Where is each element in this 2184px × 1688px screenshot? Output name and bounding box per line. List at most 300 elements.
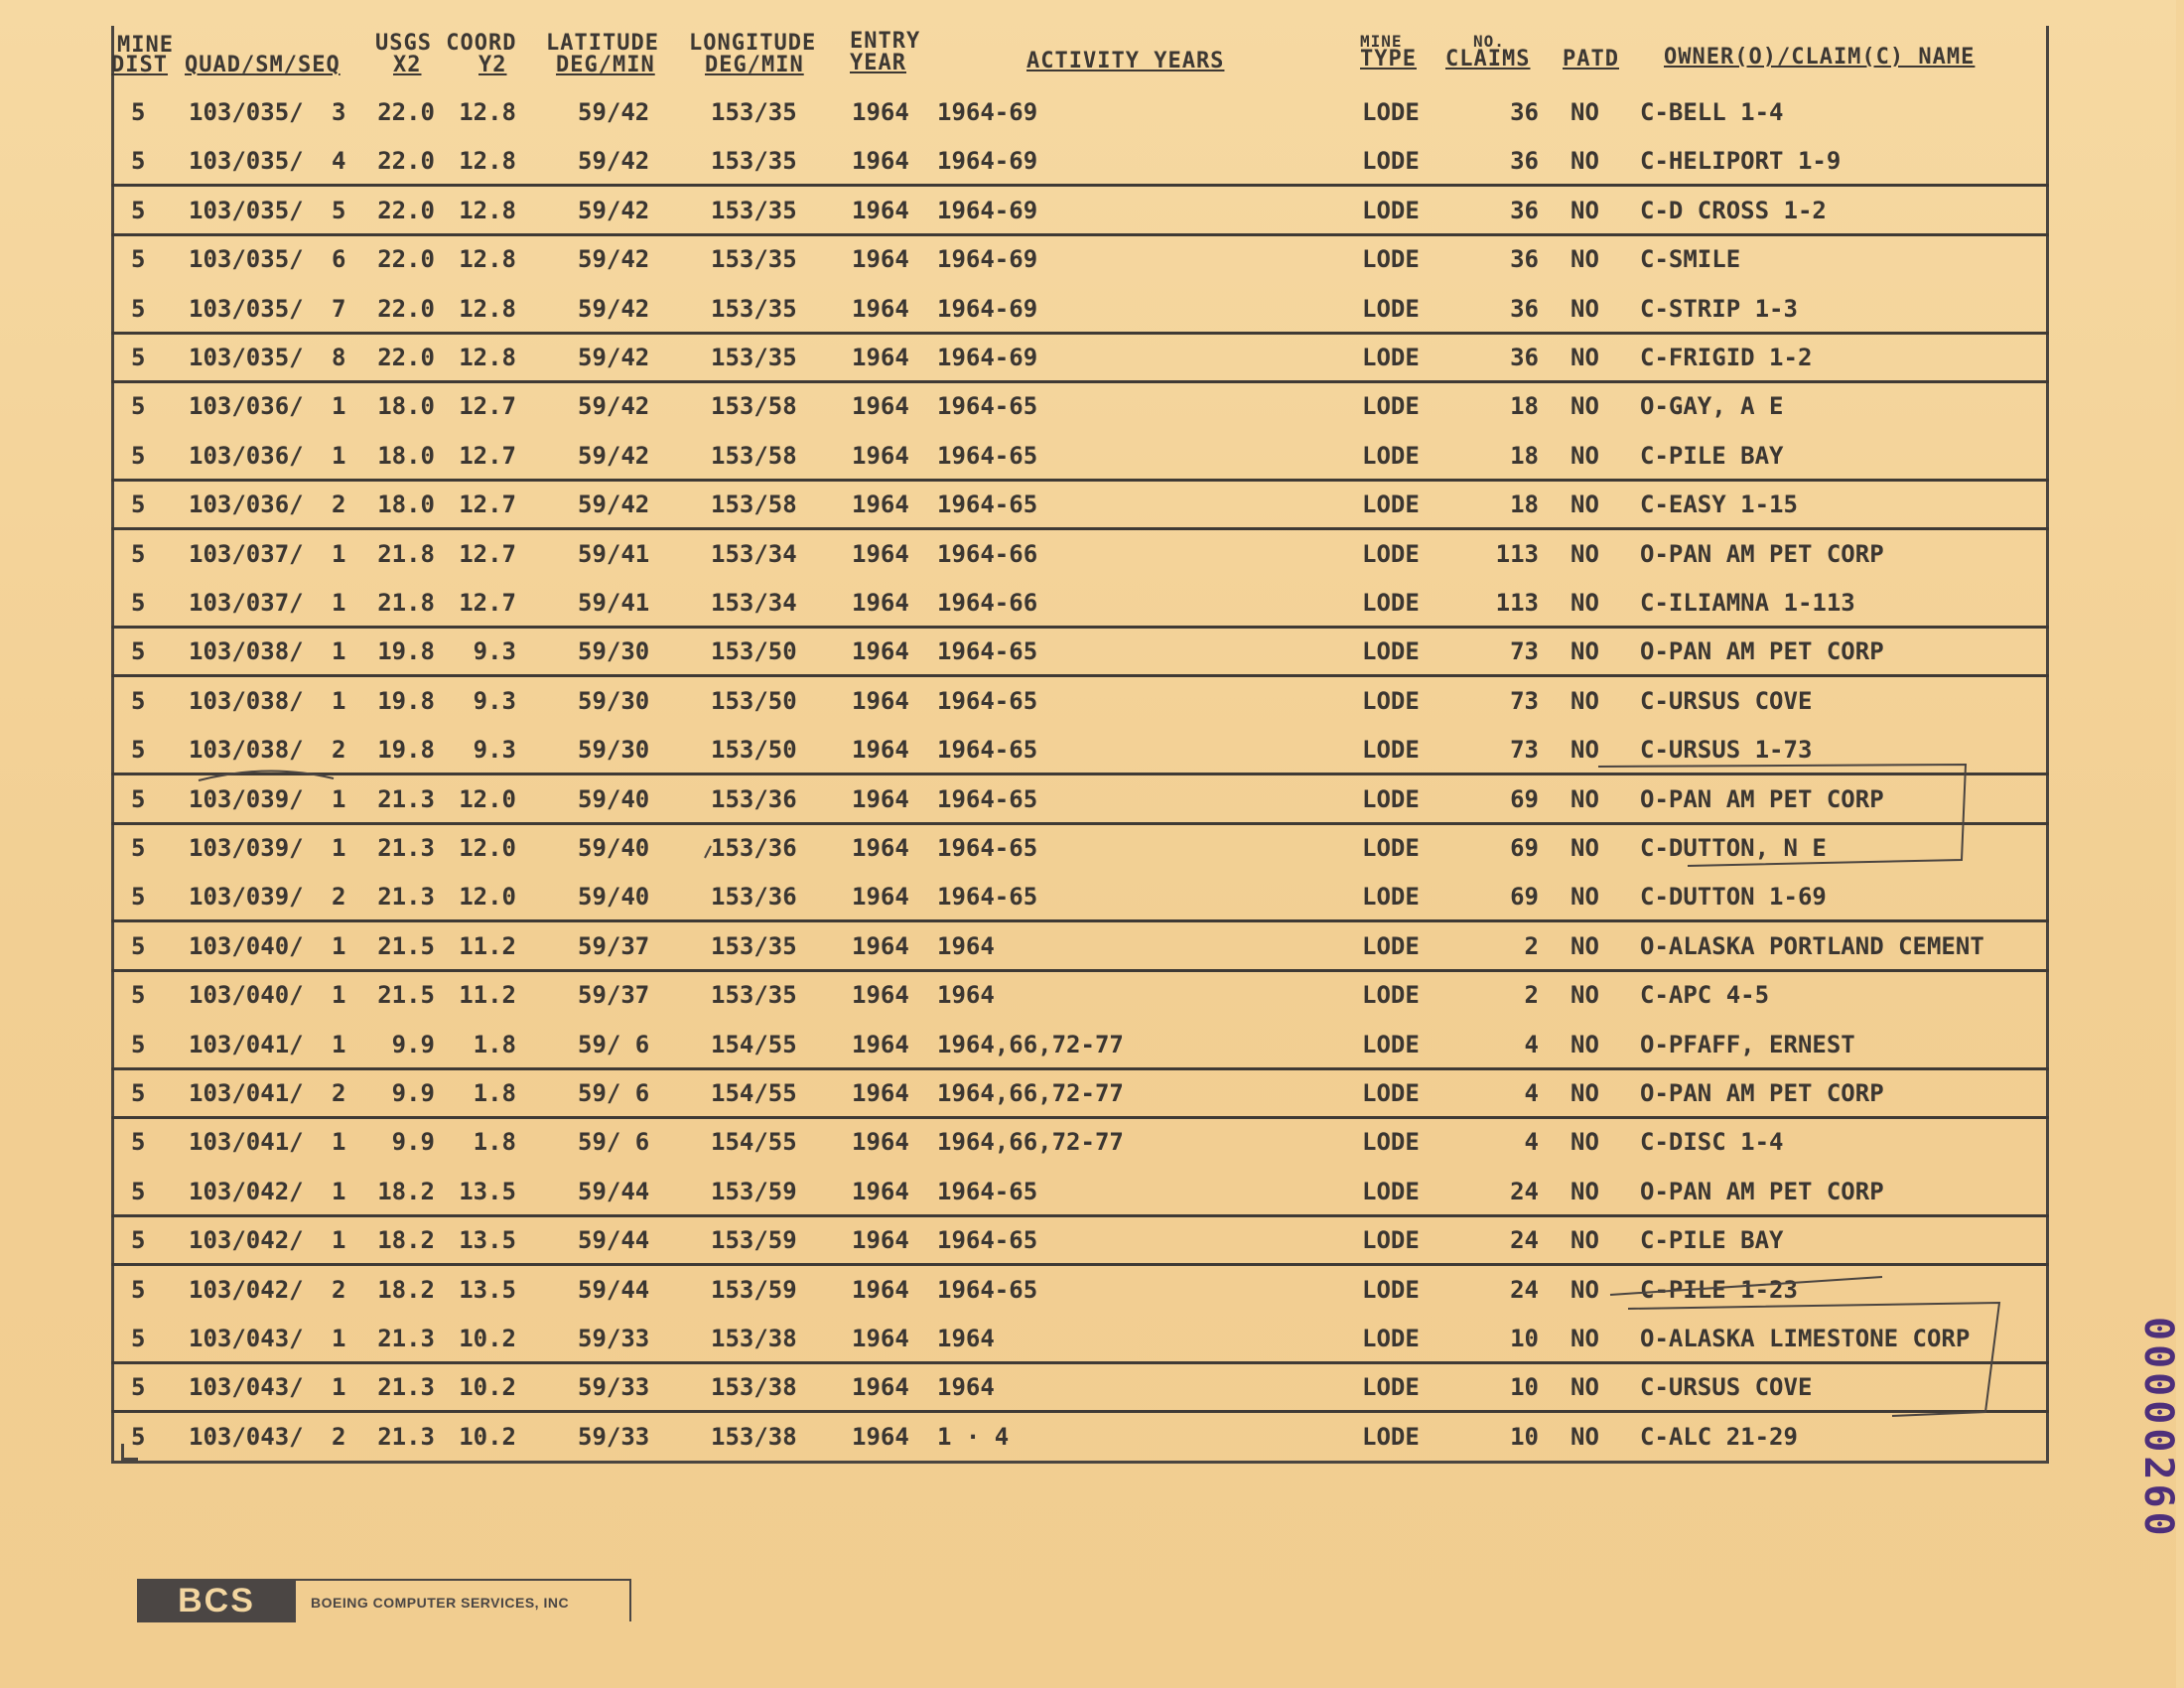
cell-lat: 59/33	[578, 1422, 650, 1451]
cell-lat: 59/ 6	[578, 1079, 650, 1107]
cell-seq: 1	[332, 637, 346, 666]
cell-x2: 21.5	[377, 981, 435, 1010]
cell-type: LODE	[1362, 147, 1420, 176]
header-type: TYPE	[1360, 47, 1417, 71]
cell-name: C-D CROSS 1-2	[1640, 196, 1827, 224]
cell-activity: 1964-65	[937, 834, 1038, 862]
cell-lon: 153/35	[711, 147, 797, 176]
cell-entry: 1964	[852, 491, 909, 519]
header-no: NO.	[1473, 32, 1505, 51]
cell-dist: 5	[131, 637, 146, 666]
cell-seq: 7	[332, 294, 346, 323]
cell-activity: 1964	[937, 981, 995, 1010]
header-y2: Y2	[478, 53, 507, 77]
cell-dist: 5	[131, 245, 146, 274]
cell-lat: 59/33	[578, 1325, 650, 1352]
cell-lat: 59/41	[578, 589, 650, 617]
cell-name: C-DISC 1-4	[1640, 1128, 1784, 1157]
cell-dist: 5	[131, 1030, 146, 1058]
cell-y2: 12.7	[459, 392, 516, 421]
cell-x2: 19.8	[377, 686, 435, 715]
cell-quad: 103/042/	[189, 1226, 304, 1255]
cell-x2: 21.5	[377, 931, 435, 960]
underline-mark-pile	[1610, 1277, 1882, 1295]
page-number-stamp	[2120, 1317, 2181, 1545]
cell-seq: 1	[332, 981, 346, 1010]
cell-type: LODE	[1362, 1177, 1420, 1205]
header-latitude-unit: DEG/MIN	[556, 53, 655, 77]
cell-name: C-FRIGID 1-2	[1640, 344, 1813, 371]
cell-activity: 1964-65	[937, 686, 1038, 715]
curve-mark-039	[199, 771, 334, 780]
cell-seq: 6	[332, 245, 346, 274]
cell-lon: 153/38	[711, 1325, 797, 1352]
cell-patd: NO	[1570, 736, 1599, 765]
cell-seq: 5	[332, 196, 346, 224]
cell-name: O-GAY, A E	[1640, 392, 1784, 421]
cell-patd: NO	[1570, 1079, 1599, 1107]
cell-quad: 103/035/	[189, 344, 304, 371]
cell-lat: 59/33	[578, 1373, 650, 1402]
cell-type: LODE	[1362, 931, 1420, 960]
cell-name: C-URSUS COVE	[1640, 1373, 1813, 1402]
cell-seq: 1	[332, 1373, 346, 1402]
cell-patd: NO	[1570, 589, 1599, 617]
cell-name: C-EASY 1-15	[1640, 491, 1798, 519]
cell-name: O-ALASKA PORTLAND CEMENT	[1640, 931, 1984, 960]
header-x2: X2	[393, 53, 422, 77]
cell-seq: 1	[332, 931, 346, 960]
cell-type: LODE	[1362, 245, 1420, 274]
cell-y2: 12.8	[459, 294, 516, 323]
cell-lon: 154/55	[711, 1128, 797, 1157]
cell-type: LODE	[1362, 686, 1420, 715]
bracket-mark-043	[1628, 1303, 1999, 1416]
cell-quad: 103/041/	[189, 1079, 304, 1107]
cell-seq: 2	[332, 736, 346, 765]
cell-entry: 1964	[852, 392, 909, 421]
header-owner-claim-name: OWNER(O)/CLAIM(C) NAME	[1664, 45, 1976, 70]
header-usgs-coord: USGS COORD	[375, 31, 517, 56]
cell-type: LODE	[1362, 392, 1420, 421]
cell-activity: 1964-69	[937, 196, 1038, 224]
cell-seq: 1	[332, 1128, 346, 1157]
cell-dist: 5	[131, 589, 146, 617]
cell-x2: 21.3	[377, 883, 435, 912]
cell-claims: 2	[1524, 931, 1539, 960]
cell-seq: 1	[332, 441, 346, 470]
cell-lon: 153/35	[711, 344, 797, 371]
cell-seq: 1	[332, 784, 346, 813]
cell-lon: 153/35	[711, 931, 797, 960]
cell-x2: 18.2	[377, 1226, 435, 1255]
cell-dist: 5	[131, 1226, 146, 1255]
cell-seq: 1	[332, 589, 346, 617]
cell-patd: NO	[1570, 1030, 1599, 1058]
cell-dist: 5	[131, 1325, 146, 1352]
cell-type: LODE	[1362, 736, 1420, 765]
cell-type: LODE	[1362, 1325, 1420, 1352]
cell-quad: 103/041/	[189, 1128, 304, 1157]
cell-x2: 21.3	[377, 784, 435, 813]
cell-claims: 24	[1510, 1177, 1539, 1205]
cell-claims: 24	[1510, 1226, 1539, 1255]
cell-activity: 1964,66,72-77	[937, 1079, 1124, 1107]
cell-name: O-PAN AM PET CORP	[1640, 539, 1884, 568]
cell-dist: 5	[131, 1373, 146, 1402]
cell-activity: 1964-69	[937, 98, 1038, 126]
cell-patd: NO	[1570, 1422, 1599, 1451]
cell-seq: 8	[332, 344, 346, 371]
cell-patd: NO	[1570, 1373, 1599, 1402]
cell-dist: 5	[131, 1079, 146, 1107]
cell-claims: 36	[1510, 344, 1539, 371]
cell-quad: 103/035/	[189, 294, 304, 323]
cell-y2: 12.8	[459, 344, 516, 371]
cell-entry: 1964	[852, 589, 909, 617]
cell-claims: 113	[1495, 589, 1539, 617]
cell-y2: 13.5	[459, 1226, 516, 1255]
cell-seq: 2	[332, 883, 346, 912]
cell-y2: 12.0	[459, 883, 516, 912]
cell-y2: 11.2	[459, 931, 516, 960]
cell-patd: NO	[1570, 784, 1599, 813]
cell-patd: NO	[1570, 491, 1599, 519]
cell-entry: 1964	[852, 344, 909, 371]
cell-lat: 59/42	[578, 491, 650, 519]
cell-x2: 21.8	[377, 589, 435, 617]
cell-quad: 103/039/	[189, 834, 304, 862]
cell-dist: 5	[131, 539, 146, 568]
cell-seq: 4	[332, 147, 346, 176]
cell-quad: 103/036/	[189, 491, 304, 519]
cell-quad: 103/035/	[189, 98, 304, 126]
cell-activity: 1964-65	[937, 491, 1038, 519]
cell-entry: 1964	[852, 883, 909, 912]
cell-dist: 5	[131, 1275, 146, 1304]
cell-quad: 103/036/	[189, 441, 304, 470]
cell-name: C-URSUS COVE	[1640, 686, 1813, 715]
header-latitude: LATITUDE	[546, 31, 659, 56]
cell-patd: NO	[1570, 931, 1599, 960]
cell-y2: 12.7	[459, 539, 516, 568]
cell-x2: 18.2	[377, 1177, 435, 1205]
cell-entry: 1964	[852, 1226, 909, 1255]
cell-patd: NO	[1570, 294, 1599, 323]
cell-type: LODE	[1362, 1422, 1420, 1451]
cell-x2: 18.0	[377, 441, 435, 470]
cell-dist: 5	[131, 1128, 146, 1157]
cell-type: LODE	[1362, 834, 1420, 862]
cell-y2: 12.8	[459, 147, 516, 176]
cell-type: LODE	[1362, 637, 1420, 666]
cell-name: C-STRIP 1-3	[1640, 294, 1798, 323]
cell-activity: 1964-69	[937, 147, 1038, 176]
cell-type: LODE	[1362, 491, 1420, 519]
cell-lon: 153/58	[711, 441, 797, 470]
cell-claims: 18	[1510, 392, 1539, 421]
cell-y2: 12.7	[459, 491, 516, 519]
cell-lat: 59/41	[578, 539, 650, 568]
cell-seq: 1	[332, 1325, 346, 1352]
cell-dist: 5	[131, 931, 146, 960]
cell-lon: 153/34	[711, 539, 797, 568]
header-longitude-unit: DEG/MIN	[705, 53, 804, 77]
cell-x2: 9.9	[391, 1128, 435, 1157]
cell-quad: 103/038/	[189, 637, 304, 666]
cell-lat: 59/ 6	[578, 1030, 650, 1058]
cell-activity: 1964-66	[937, 539, 1038, 568]
slant-mark-039	[705, 846, 711, 858]
cell-entry: 1964	[852, 1079, 909, 1107]
cell-seq: 2	[332, 1422, 346, 1451]
cell-activity: 1964-65	[937, 736, 1038, 765]
cell-quad: 103/036/	[189, 392, 304, 421]
cell-activity: 1964-65	[937, 1275, 1038, 1304]
cell-entry: 1964	[852, 196, 909, 224]
cell-lon: 153/58	[711, 491, 797, 519]
cell-activity: 1964-65	[937, 883, 1038, 912]
cell-x2: 22.0	[377, 245, 435, 274]
cell-y2: 1.8	[473, 1030, 516, 1058]
cell-claims: 36	[1510, 98, 1539, 126]
cell-name: C-PILE BAY	[1640, 441, 1784, 470]
cell-quad: 103/039/	[189, 784, 304, 813]
cell-lat: 59/37	[578, 931, 650, 960]
stamp-number: 00000260	[2135, 1317, 2181, 1540]
cell-x2: 21.3	[377, 1325, 435, 1352]
cell-dist: 5	[131, 147, 146, 176]
cell-activity: 1964	[937, 1373, 995, 1402]
cell-y2: 1.8	[473, 1128, 516, 1157]
cell-seq: 1	[332, 392, 346, 421]
cell-dist: 5	[131, 196, 146, 224]
cell-dist: 5	[131, 883, 146, 912]
cell-patd: NO	[1570, 1226, 1599, 1255]
cell-dist: 5	[131, 491, 146, 519]
cell-name: C-URSUS 1-73	[1640, 736, 1813, 765]
cell-activity: 1964-65	[937, 441, 1038, 470]
cell-x2: 21.3	[377, 834, 435, 862]
cell-y2: 12.8	[459, 196, 516, 224]
cell-lon: 153/59	[711, 1177, 797, 1205]
cell-name: C-PILE 1-23	[1640, 1275, 1798, 1304]
cell-x2: 9.9	[391, 1030, 435, 1058]
cell-type: LODE	[1362, 1226, 1420, 1255]
cell-activity: 1964-65	[937, 392, 1038, 421]
cell-claims: 36	[1510, 196, 1539, 224]
cell-type: LODE	[1362, 344, 1420, 371]
cell-quad: 103/038/	[189, 736, 304, 765]
cell-lon: 153/35	[711, 245, 797, 274]
cell-activity: 1964-69	[937, 344, 1038, 371]
cell-name: O-PAN AM PET CORP	[1640, 784, 1884, 813]
cell-lon: 153/35	[711, 98, 797, 126]
cell-claims: 73	[1510, 686, 1539, 715]
cell-quad: 103/043/	[189, 1373, 304, 1402]
cell-lon: 153/38	[711, 1373, 797, 1402]
cell-claims: 36	[1510, 294, 1539, 323]
cell-dist: 5	[131, 1422, 146, 1451]
cell-x2: 19.8	[377, 736, 435, 765]
cell-name: C-ILIAMNA 1-113	[1640, 589, 1855, 617]
cell-entry: 1964	[852, 294, 909, 323]
cell-lat: 59/42	[578, 344, 650, 371]
cell-claims: 2	[1524, 981, 1539, 1010]
cell-type: LODE	[1362, 1275, 1420, 1304]
cell-claims: 69	[1510, 784, 1539, 813]
cell-entry: 1964	[852, 686, 909, 715]
cell-lat: 59/30	[578, 736, 650, 765]
cell-activity: 1964-66	[937, 589, 1038, 617]
cell-patd: NO	[1570, 1325, 1599, 1352]
cell-type: LODE	[1362, 98, 1420, 126]
cell-claims: 69	[1510, 834, 1539, 862]
cell-type: LODE	[1362, 981, 1420, 1010]
cell-x2: 22.0	[377, 344, 435, 371]
cell-lon: 153/50	[711, 637, 797, 666]
cell-entry: 1964	[852, 931, 909, 960]
cell-claims: 4	[1524, 1128, 1539, 1157]
cell-activity: 1964-69	[937, 245, 1038, 274]
cell-entry: 1964	[852, 98, 909, 126]
cell-lat: 59/42	[578, 441, 650, 470]
header-mine: MINE	[1360, 32, 1403, 51]
bcs-logo-mark: BCS	[137, 1579, 296, 1622]
cell-seq: 1	[332, 539, 346, 568]
cell-dist: 5	[131, 834, 146, 862]
cell-type: LODE	[1362, 1079, 1420, 1107]
cell-quad: 103/035/	[189, 196, 304, 224]
cell-name: C-SMILE	[1640, 245, 1741, 274]
cell-entry: 1964	[852, 834, 909, 862]
cell-name: C-BELL 1-4	[1640, 98, 1784, 126]
cell-type: LODE	[1362, 441, 1420, 470]
cell-activity: 1964,66,72-77	[937, 1128, 1124, 1157]
cell-name: C-ALC 21-29	[1640, 1422, 1798, 1451]
header-year: YEAR	[850, 51, 906, 75]
cell-x2: 22.0	[377, 294, 435, 323]
cell-seq: 1	[332, 1177, 346, 1205]
cell-x2: 18.2	[377, 1275, 435, 1304]
cell-quad: 103/040/	[189, 981, 304, 1010]
cell-y2: 11.2	[459, 981, 516, 1010]
cell-activity: 1964-69	[937, 294, 1038, 323]
cell-type: LODE	[1362, 1128, 1420, 1157]
cell-entry: 1964	[852, 1030, 909, 1058]
cell-x2: 9.9	[391, 1079, 435, 1107]
cell-patd: NO	[1570, 883, 1599, 912]
cell-quad: 103/037/	[189, 539, 304, 568]
cell-x2: 22.0	[377, 196, 435, 224]
cell-seq: 2	[332, 491, 346, 519]
cell-claims: 113	[1495, 539, 1539, 568]
cell-claims: 10	[1510, 1325, 1539, 1352]
cell-lat: 59/42	[578, 98, 650, 126]
cell-name: O-PAN AM PET CORP	[1640, 1177, 1884, 1205]
cell-entry: 1964	[852, 637, 909, 666]
cell-dist: 5	[131, 392, 146, 421]
cell-dist: 5	[131, 98, 146, 126]
cell-activity: 1964-65	[937, 1177, 1038, 1205]
cell-seq: 1	[332, 1226, 346, 1255]
cell-y2: 13.5	[459, 1275, 516, 1304]
cell-type: LODE	[1362, 294, 1420, 323]
cell-lon: 153/36	[711, 834, 797, 862]
cell-lon: 153/36	[711, 784, 797, 813]
cell-entry: 1964	[852, 1177, 909, 1205]
cell-lon: 153/50	[711, 686, 797, 715]
cell-lat: 59/37	[578, 981, 650, 1010]
cell-quad: 103/041/	[189, 1030, 304, 1058]
cell-entry: 1964	[852, 1325, 909, 1352]
cell-claims: 18	[1510, 441, 1539, 470]
cell-patd: NO	[1570, 344, 1599, 371]
cell-patd: NO	[1570, 1177, 1599, 1205]
cell-dist: 5	[131, 686, 146, 715]
cell-dist: 5	[131, 736, 146, 765]
cell-claims: 4	[1524, 1079, 1539, 1107]
cell-patd: NO	[1570, 834, 1599, 862]
cell-y2: 13.5	[459, 1177, 516, 1205]
cell-y2: 1.8	[473, 1079, 516, 1107]
cell-activity: 1964-65	[937, 1226, 1038, 1255]
header-patd: PATD	[1563, 47, 1619, 71]
company-name: BOEING COMPUTER SERVICES, INC	[311, 1595, 570, 1611]
cell-quad: 103/038/	[189, 686, 304, 715]
cell-quad: 103/043/	[189, 1422, 304, 1451]
cell-y2: 12.8	[459, 98, 516, 126]
cell-lon: 153/35	[711, 294, 797, 323]
cell-type: LODE	[1362, 784, 1420, 813]
cell-lat: 59/42	[578, 294, 650, 323]
bracket-mark-039	[1598, 765, 1966, 866]
cell-lon: 153/34	[711, 589, 797, 617]
cell-name: C-DUTTON 1-69	[1640, 883, 1827, 912]
cell-name: C-HELIPORT 1-9	[1640, 147, 1842, 176]
cell-lon: 153/50	[711, 736, 797, 765]
cell-patd: NO	[1570, 441, 1599, 470]
cell-type: LODE	[1362, 196, 1420, 224]
cell-activity: 1964	[937, 931, 995, 960]
cell-type: LODE	[1362, 1030, 1420, 1058]
cell-patd: NO	[1570, 686, 1599, 715]
cell-lon: 154/55	[711, 1030, 797, 1058]
cell-name: O-PFAFF, ERNEST	[1640, 1030, 1855, 1058]
cell-claims: 10	[1510, 1373, 1539, 1402]
cell-dist: 5	[131, 1177, 146, 1205]
cell-claims: 73	[1510, 736, 1539, 765]
cell-x2: 18.0	[377, 392, 435, 421]
cell-x2: 21.3	[377, 1422, 435, 1451]
cell-activity: 1964,66,72-77	[937, 1030, 1124, 1058]
cell-name: C-DUTTON, N E	[1640, 834, 1827, 862]
cell-claims: 10	[1510, 1422, 1539, 1451]
cell-entry: 1964	[852, 736, 909, 765]
cell-type: LODE	[1362, 883, 1420, 912]
cell-dist: 5	[131, 981, 146, 1010]
cell-lat: 59/30	[578, 686, 650, 715]
cell-quad: 103/037/	[189, 589, 304, 617]
cell-seq: 3	[332, 98, 346, 126]
cell-y2: 12.7	[459, 589, 516, 617]
cell-lat: 59/30	[578, 637, 650, 666]
cell-x2: 19.8	[377, 637, 435, 666]
cell-lon: 154/55	[711, 1079, 797, 1107]
header-claims: CLAIMS	[1445, 47, 1531, 71]
cell-activity: 1964	[937, 1325, 995, 1352]
cell-dist: 5	[131, 344, 146, 371]
